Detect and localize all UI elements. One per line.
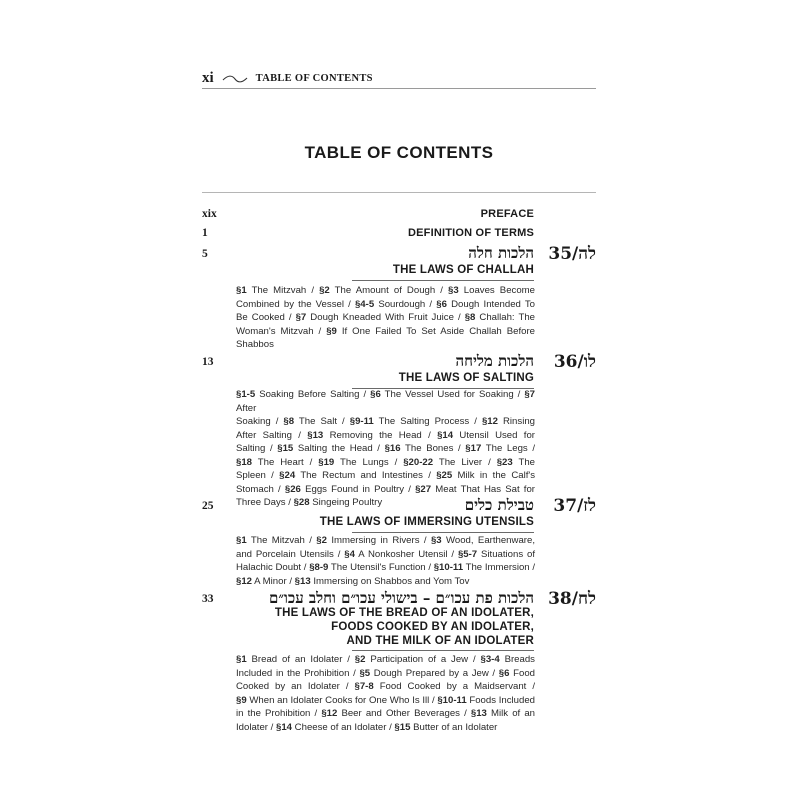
- page-title: TABLE OF CONTENTS: [304, 143, 494, 162]
- page-number: 13: [202, 356, 214, 368]
- page-number: xix: [202, 208, 217, 220]
- title-underline: [352, 280, 534, 281]
- ornament-icon: [222, 74, 248, 84]
- header-rule: [202, 88, 596, 89]
- hebrew-title: הלכות פת עכו״ם – בישולי עכו״ם וחלב עכו״ם: [268, 589, 534, 607]
- hebrew-title: הלכות חלה: [468, 244, 534, 262]
- hebrew-title: הלכות מליחה: [455, 352, 534, 370]
- toc-entry-definitions[interactable]: [202, 227, 596, 245]
- toc-chapter-38[interactable]: [202, 589, 596, 733]
- entry-label: PREFACE: [480, 208, 534, 220]
- english-title: THE LAWS OF THE BREAD OF AN IDOLATER, FOODS COOKED BY AN IDOLATER, AND THE MILK OF AN IDOLATER: [274, 607, 534, 647]
- english-title: THE LAWS OF CHALLAH: [392, 264, 534, 276]
- toc-chapter-35[interactable]: [202, 244, 596, 354]
- english-title: THE LAWS OF SALTING: [398, 372, 534, 384]
- page-number: 1: [202, 227, 208, 239]
- hebrew-title: טבילת כלים: [464, 496, 534, 514]
- running-header: [202, 70, 596, 87]
- folio-number: xi: [202, 70, 214, 86]
- section-list: §1-5 Soaking Before Salting / §6 The Vessel Used for Soaking / §7 After Soaking / §8 The Salt / §9-11 The Salting Process / §12 Rinsing After Salting / §13 Removing the Head / §14 Utensil Used for Salting / §15 Salting the Head / §16 The Bones / §17 The Legs / §18 The Heart / §19 The Lungs / §20-22 The Liver / §23 The Spleen / §24 The Rectum and Intestines / §25 Milk in the Calf's Stomach / §26 Eggs Found in Poultry / §27 Meat That Has Sat for Three Days / §28 Singeing Poultry: [236, 389, 536, 508]
- title-underline: [352, 532, 534, 533]
- siman-number: לו/36: [553, 352, 596, 372]
- english-title: THE LAWS OF IMMERSING UTENSILS: [319, 516, 534, 528]
- siman-number: לז/37: [553, 496, 596, 516]
- entry-label: DEFINITION OF TERMS: [407, 227, 534, 239]
- toc-chapter-37[interactable]: [202, 496, 596, 586]
- title-underline: [352, 650, 534, 651]
- running-title: TABLE OF CONTENTS: [255, 73, 373, 84]
- section-list: §1 The Mitzvah / §2 The Amount of Dough / §3 Loaves Become Combined by the Vessel / §4-5 Sourdough / §6 Dough Intended To Be Cooked / §7 Dough Kneaded With Fruit Juice / §8 Challah: The Woman's Mitzvah / §9 If One Failed To Set Aside Challah Before Shabbos: [236, 285, 535, 350]
- siman-number: לה/35: [548, 244, 596, 264]
- title-rule: [202, 192, 596, 193]
- section-list: §1 Bread of an Idolater / §2 Participation of a Jew / §3-4 Breads Included in the Prohibition / §5 Dough Prepared by a Jew / §6 Food Cooked by an Idolater / §7-8 Food Cooked by a Maidservant / §9 When an Idolater Cooks for One Who Is Ill / §10-11 Foods Included in the Prohibition / §12 Beer and Other Beverages / §13 Milk of an Idolater / §14 Cheese of an Idolater / §15 Butter of an Idolater: [236, 654, 535, 733]
- page-number: 33: [202, 593, 214, 605]
- toc-entry-preface[interactable]: [202, 208, 596, 226]
- page-number: 25: [202, 500, 214, 512]
- siman-number: לח/38: [548, 589, 596, 609]
- page-number: 5: [202, 248, 208, 260]
- section-list: §1 The Mitzvah / §2 Immersing in Rivers / §3 Wood, Earthenware, and Porcelain Utensils / §4 A Nonkosher Utensil / §5-7 Situations of Halachic Doubt / §8-9 The Utensil's Function / §10-11 The Immersion / §12 A Minor / §13 Immersing on Shabbos and Yom Tov: [236, 535, 535, 587]
